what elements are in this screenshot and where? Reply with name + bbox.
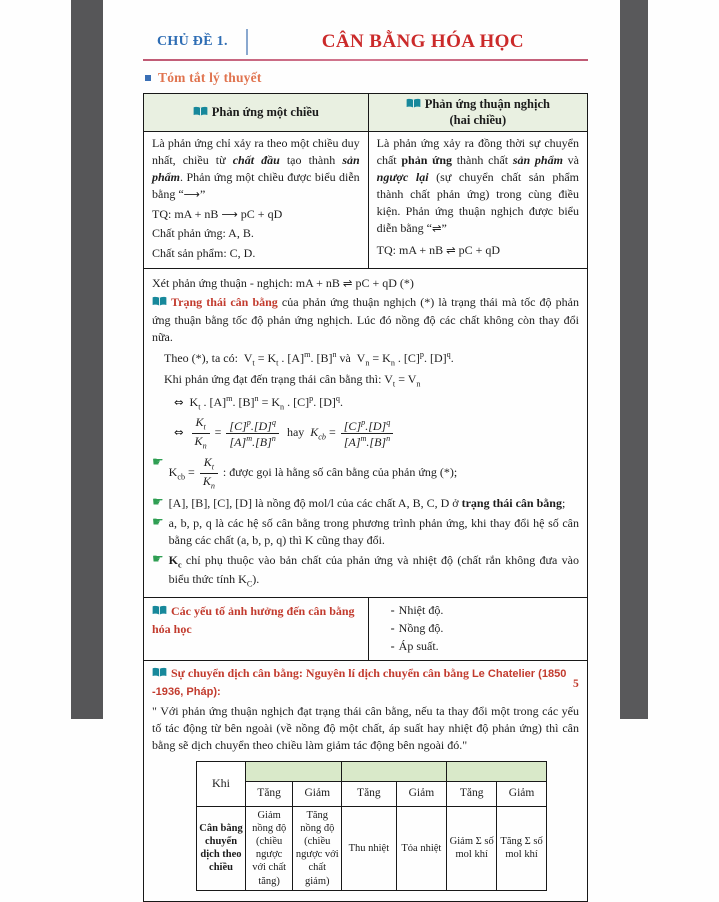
shift-subheader: Giảm: [293, 781, 342, 806]
one-way-description: Là phản ứng chỉ xảy ra theo một chiều duy nhất, chiều từ chất đầu tạo thành sản phẩm. Phản ứng một chiều được biểu diễn bằng “⟶”: [152, 136, 360, 202]
equilibrium-row: [144, 269, 588, 598]
factor-item: - Áp suất.: [390, 639, 439, 654]
theory-table: [143, 93, 588, 902]
photo-background-bar-right: [620, 0, 648, 719]
shift-cell: Tăng Σ số mol khí: [497, 806, 547, 890]
lechatelier-quote: " Với phản ứng thuận nghịch đạt trạng thái cân bằng, nếu ta thay đổi một trong các yếu tố tác động từ bên ngoài (về nồng độ một chất, áp suất hay nhiệt độ phản ứng) thì cân bằng sẽ dịch chuyển theo chiều làm giảm tác động bên ngoài đó.": [152, 703, 579, 752]
shift-body-row: [197, 806, 547, 890]
factor-label: Nồng độ.: [398, 621, 444, 636]
shift-subheader: Tăng: [342, 781, 396, 806]
note-text: [A], [B], [C], [D] là nồng độ mol/l của các chất A, B, C, D ở trạng thái cân bằng;: [168, 496, 566, 511]
reversible-header-label: Phản ứng thuận nghịch: [424, 97, 550, 111]
factors-row: [144, 598, 588, 661]
rate-equations-line: Theo (*), ta có: $V_t = K_t$ . $[A]^m$. $[B]^n$ và $V_n = K_n$ . $[C]^p$. $[D]^q$.: [164, 349, 454, 368]
equation-step-1: ⇔ $K_t$ . $[A]^m$. $[B]^n = K_n$ . $[C]^p$. $[D]^q$.: [174, 393, 343, 412]
summary-heading-label: Tóm tắt lý thuyết: [158, 70, 262, 85]
shift-group-cell-pressure: [447, 761, 547, 781]
shift-group-cell-temperature: [342, 761, 447, 781]
equilibrium-cell: [144, 269, 588, 598]
pointing-hand-icon: ☛: [152, 552, 164, 568]
factors-title-cell: [144, 598, 369, 661]
shift-subheader: Tăng: [447, 781, 497, 806]
shift-subheader-row: [197, 781, 547, 806]
book-icon: [152, 295, 167, 312]
note-item: [152, 455, 579, 492]
shift-corner-cell: Khi: [197, 761, 246, 806]
pointing-hand-icon: ☛: [152, 495, 164, 511]
page-header: [143, 30, 588, 54]
shift-cell: Thu nhiệt: [342, 806, 396, 890]
reversible-description-cell: [368, 132, 587, 269]
shift-cell: Giảm Σ số mol khí: [447, 806, 497, 890]
compare-header-row: [144, 94, 588, 132]
header-rule: [143, 59, 588, 61]
shift-group-cell-concentration: [246, 761, 342, 781]
note-item: [152, 552, 579, 590]
factor-item: - Nồng độ.: [390, 621, 444, 636]
shift-cell: Tỏa nhiệt: [396, 806, 447, 890]
equilibrium-state-paragraph: [152, 294, 579, 346]
shift-subheader: Giảm: [396, 781, 447, 806]
factor-label: Nhiệt độ.: [398, 603, 444, 618]
book-icon: [406, 98, 421, 113]
chapter-label: CHỦ ĐỀ 1.: [157, 34, 228, 49]
factors-title: Các yếu tố ảnh hưởng đến cân bằng hóa học: [152, 604, 355, 637]
lechatelier-cell: [144, 661, 588, 902]
one-way-reactants: Chất phản ứng: A, B.: [152, 226, 254, 241]
one-way-header-cell: [144, 94, 369, 132]
book-icon: [152, 666, 167, 683]
page-title: CÂN BẰNG HÓA HỌC: [321, 31, 524, 52]
note-item: [152, 515, 579, 549]
lechatelier-title: Sự chuyển dịch cân bằng: Nguyên lí dịch chuyển cân bằng Le Chatelier (1850 -1936, Pháp):: [152, 666, 567, 699]
shift-subheader: Tăng: [246, 781, 293, 806]
factor-item: - Nhiệt độ.: [390, 603, 444, 618]
equation-step-2: ⇔ $\frac{K_t}{K_n}$ = $\frac{[C]^p.[D]^q}{[A]^m.[B]^n}$ hay $K_{cb}$ = $\frac{[C]^p.[D]^q}{[A]^m.[B]^n}$: [152, 415, 579, 452]
reversible-equation: TQ: mA + nB ⇌ pC + qD: [376, 243, 501, 258]
shift-cell: Giảm nồng độ (chiều ngược với chất tăng): [246, 806, 293, 890]
photo-background-bar-left: [71, 0, 103, 719]
summary-heading: [145, 70, 588, 86]
header-divider: [246, 29, 248, 55]
note-text: $K_{cb}$ = $\frac{K_t}{K_n}$ : được gọi là hằng số cân bằng của phản ứng (*);: [168, 455, 458, 491]
equilibrium-state-text: của phản ứng thuận nghịch (*) là trạng thái mà tốc độ phản ứng thuận bằng tốc độ phản ứng nghịch. Lúc đó nồng độ các chất không còn thay đổi nữa.: [152, 295, 579, 345]
one-way-equation: TQ: mA + nB ⟶ pC + qD: [152, 206, 283, 221]
shift-subheader: Giảm: [497, 781, 547, 806]
reversible-header-cell: [368, 94, 587, 132]
factors-list-cell: [368, 598, 587, 661]
equilibrium-condition-line: Khi phản ứng đạt đến trạng thái cân bằng thì: $V_t = V_n$: [164, 372, 421, 389]
shift-row-label: Cân bằng chuyển dịch theo chiều: [197, 806, 246, 890]
shift-group-header-row: [197, 761, 547, 781]
book-icon: [193, 106, 208, 121]
factor-label: Áp suất.: [398, 639, 439, 654]
reversible-description: Là phản ứng xảy ra đồng thời sự chuyển chất phản ứng thành chất sản phẩm và ngược lại (sự chuyển chất sản phẩm thành chất phản ứng) trong cùng điều kiện. Phản ứng thuận nghịch được biểu diễn bằng “⇌”: [376, 136, 580, 236]
lechatelier-row: [144, 661, 588, 902]
compare-body-row: [144, 132, 588, 269]
shift-direction-table: [196, 761, 547, 891]
shift-cell: Tăng nồng độ (chiều ngược với chất giảm): [293, 806, 342, 890]
document-page: [143, 0, 588, 887]
page-number: 5: [573, 678, 579, 690]
reversible-header-sublabel: (hai chiều): [449, 113, 507, 127]
pointing-hand-icon: ☛: [152, 515, 164, 531]
note-item: [152, 495, 579, 512]
note-text: $K_c$ chỉ phụ thuộc vào bản chất của phản ứng và nhiệt độ (chất rắn không đưa vào biểu thức tính $K_C$).: [168, 553, 579, 589]
equilibrium-state-keyword: Trạng thái cân bằng: [171, 295, 278, 310]
note-text: a, b, p, q là các hệ số cân bằng trong phương trình phản ứng, khi thay đổi hệ số cân bằng các chất (a, b, p, q) thì K cũng thay đổi.: [168, 516, 579, 548]
one-way-products: Chất sản phẩm: C, D.: [152, 245, 256, 260]
one-way-header-label: Phản ứng một chiều: [211, 104, 319, 119]
pointing-hand-icon: ☛: [152, 455, 164, 471]
one-way-description-cell: [144, 132, 369, 269]
equilibrium-intro: Xét phản ứng thuận - nghịch: mA + nB ⇌ pC + qD (*): [152, 275, 414, 290]
square-bullet-icon: [145, 75, 151, 81]
book-icon: [152, 604, 167, 621]
